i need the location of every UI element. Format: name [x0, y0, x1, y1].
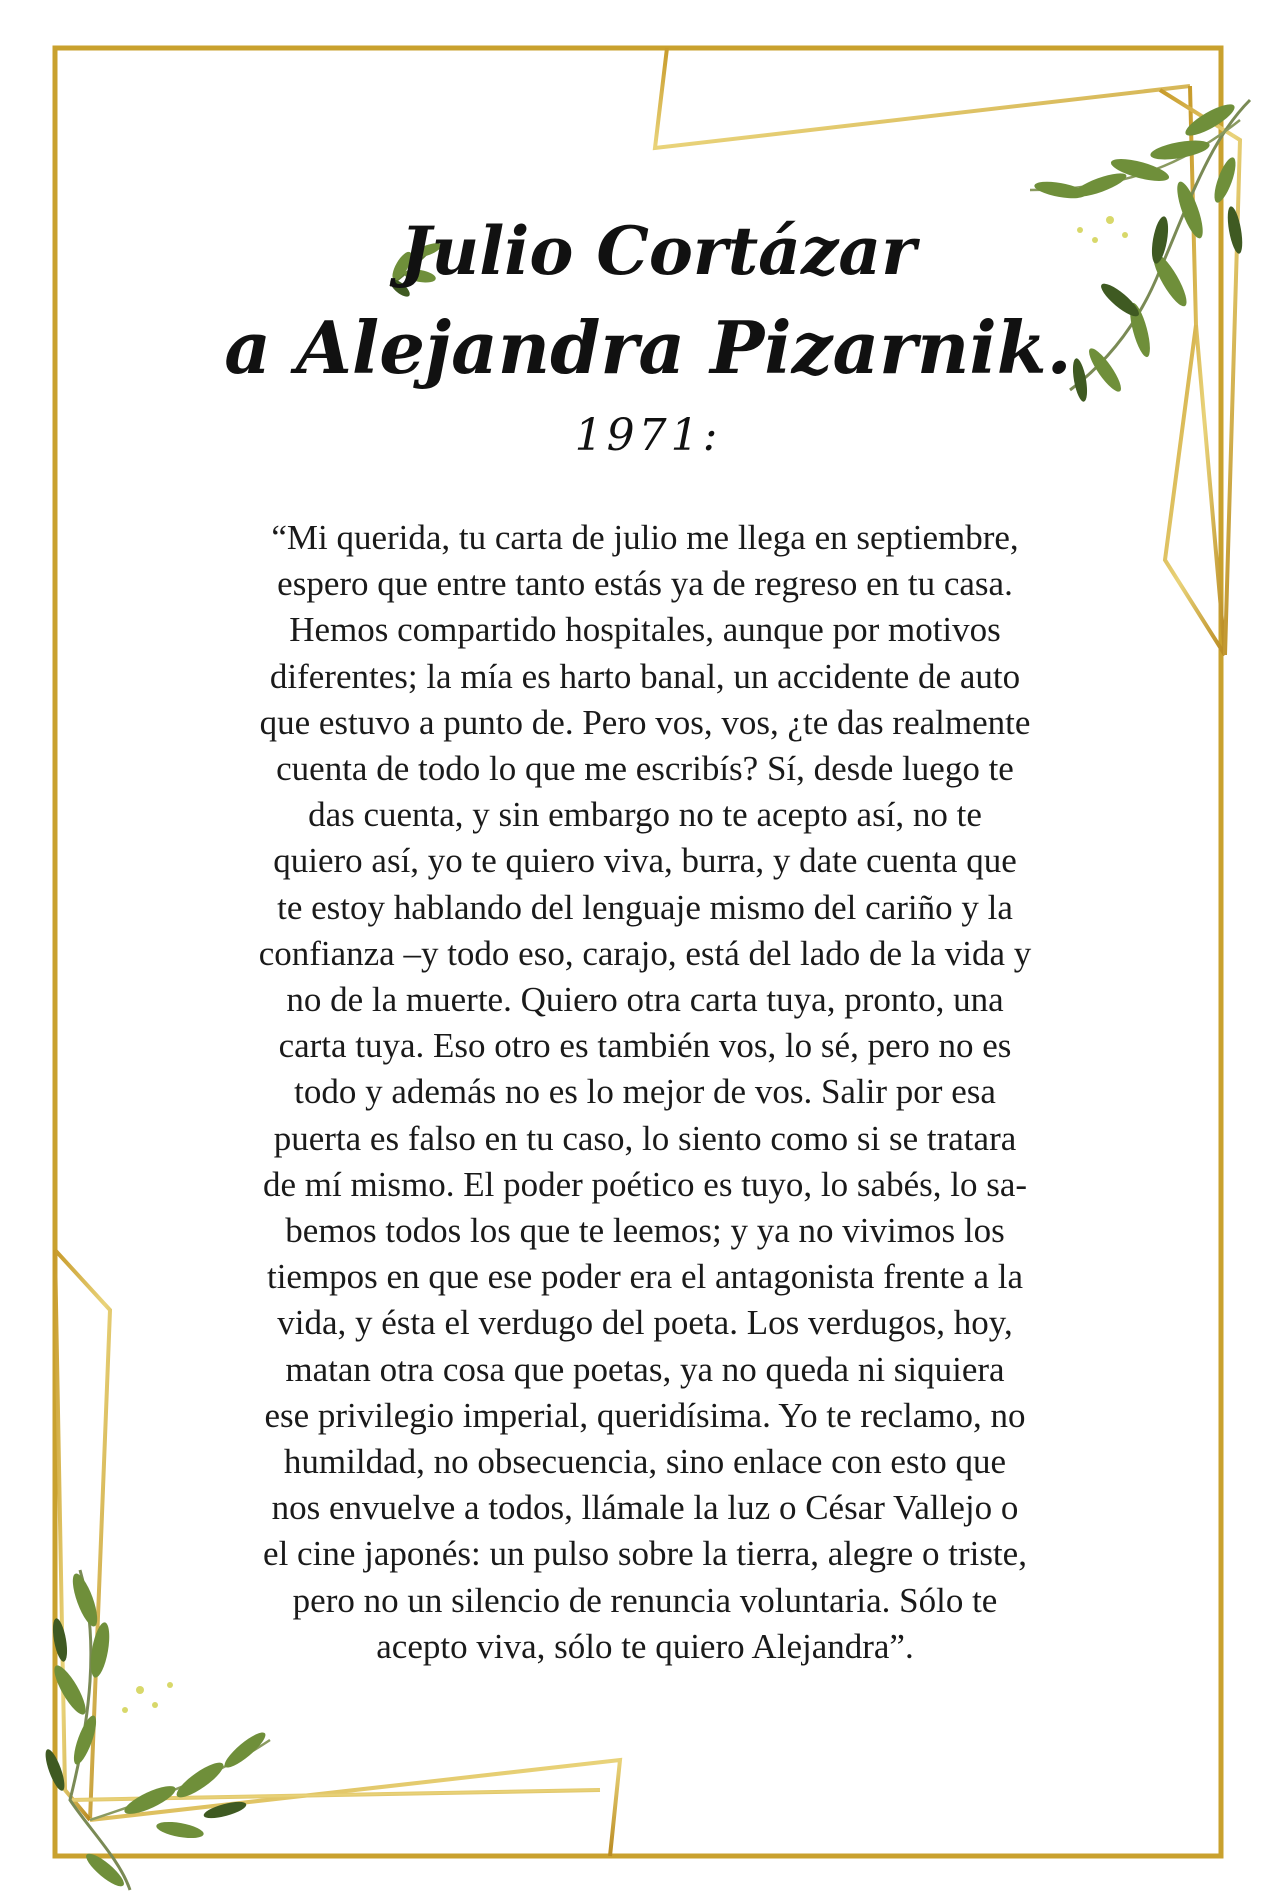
letter-line: das cuenta, y sin embargo no te acepto así, no te [308, 795, 982, 835]
letter-body [190, 515, 1100, 1670]
letter-line: pero no un silencio de renuncia voluntaria. Sólo te [292, 1580, 998, 1620]
letter-line: bemos todos los que te leemos; y ya no vivimos los [285, 1211, 1005, 1251]
letter-line: de mí mismo. El poder poético es tuyo, lo sabés, lo sa- [262, 1164, 1028, 1204]
letter-line: te estoy hablando del lenguaje mismo del cariño y la [277, 887, 1013, 927]
letter-line: puerta es falso en tu caso, lo siento como si se tratara [273, 1118, 1017, 1158]
letter-line: nos envuelve a todos, llámale la luz o César Vallejo o [271, 1488, 1019, 1528]
letter-line: todo y además no es lo mejor de vos. Salir por esa [294, 1072, 996, 1112]
letter-line: carta tuya. Eso otro es también vos, lo sé, pero no es [278, 1026, 1012, 1066]
letter-line: acepto viva, sólo te quiero Alejandra”. [376, 1626, 914, 1666]
letter-line: espero que entre tanto estás ya de regreso en tu casa. [277, 564, 1013, 604]
letter-line: no de la muerte. Quiero otra carta tuya, pronto, una [286, 980, 1004, 1020]
letter-line: tiempos en que ese poder era el antagonista frente a la [266, 1257, 1024, 1297]
letter-line: el cine japonés: un pulso sobre la tierra, alegre o triste, [263, 1534, 1027, 1574]
title-author: Julio Cortázar [400, 212, 916, 290]
letter-line: confianza –y todo eso, carajo, está del lado de la vida y [258, 933, 1032, 973]
title-recipient: a Alejandra Pizarnik. [224, 305, 1072, 390]
letter-line: humildad, no obsecuencia, sino enlace con esto que [283, 1442, 1007, 1482]
letter-line: vida, y ésta el verdugo del poeta. Los verdugos, hoy, [277, 1303, 1013, 1343]
letter-line: cuenta de todo lo que me escribís? Sí, desde luego te [276, 749, 1014, 789]
letter-line: matan otra cosa que poetas, ya no queda ni siquiera [285, 1349, 1005, 1389]
letter-line: diferentes; la mía es harto banal, un accidente de auto [269, 656, 1021, 696]
letter-line: “Mi querida, tu carta de julio me llega en septiembre, [271, 518, 1019, 557]
letter-line: quiero así, yo te quiero viva, burra, y date cuenta que [273, 841, 1017, 881]
letter-line: ese privilegio imperial, queridísima. Yo te reclamo, no [264, 1395, 1026, 1435]
letter-year: 1971: [574, 410, 722, 461]
letter-line: Hemos compartido hospitales, aunque por motivos [289, 610, 1001, 650]
letter-line: que estuvo a punto de. Pero vos, vos, ¿te das realmente [259, 702, 1031, 742]
